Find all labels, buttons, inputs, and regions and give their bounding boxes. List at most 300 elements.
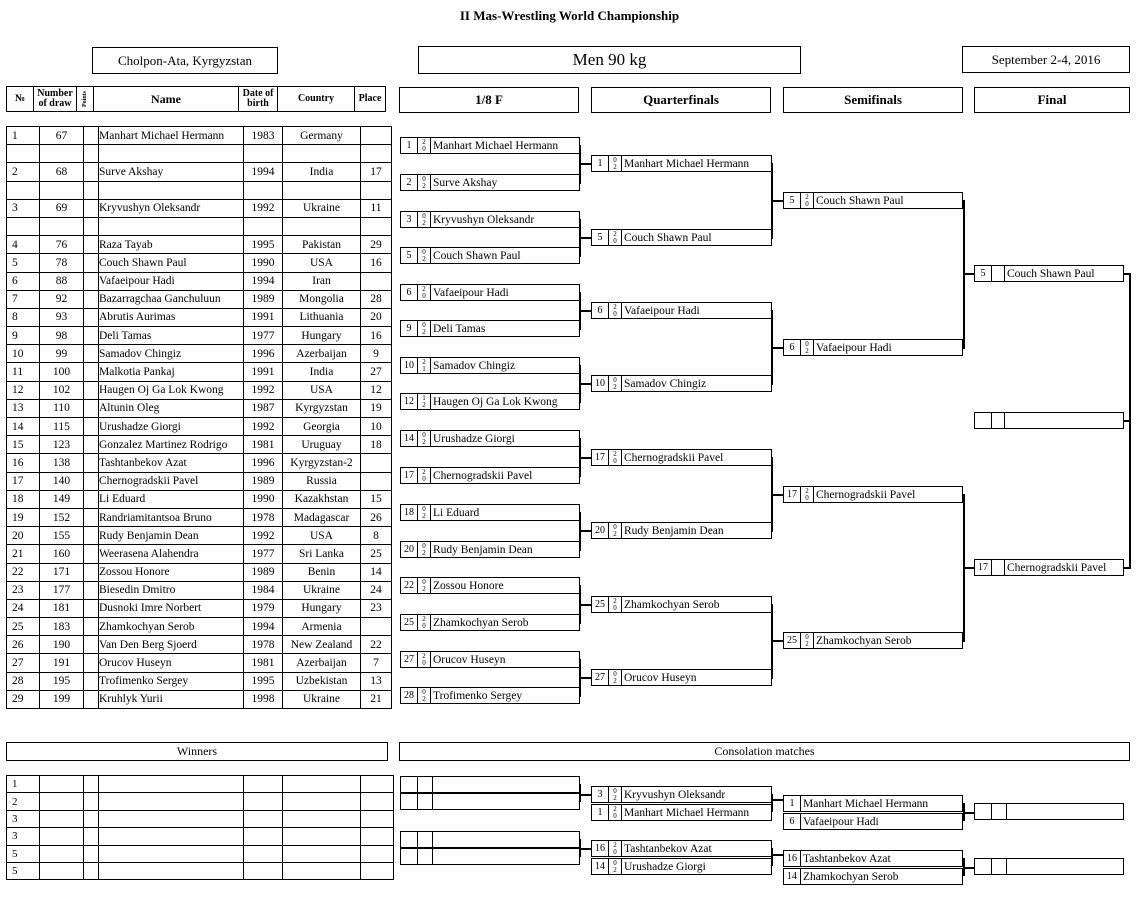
participant-birth: 1989	[244, 290, 283, 308]
consolation-slot	[591, 786, 772, 803]
slot-number: 1	[401, 138, 418, 153]
participant-row	[7, 508, 392, 526]
score-value: 0	[422, 621, 426, 630]
score-value: 0	[422, 577, 426, 586]
participant-country: Azerbaijan	[283, 654, 361, 672]
round-sf-header	[783, 87, 963, 113]
slot-score	[418, 688, 431, 703]
slot-number: 5	[784, 193, 801, 208]
participant-name: Biesedin Dmitro	[99, 581, 244, 599]
slot-name: Manhart Michael Hermann	[433, 139, 559, 152]
score-value: 0	[422, 430, 426, 439]
participant-draw: 138	[40, 454, 84, 472]
slot-score	[418, 468, 431, 483]
slot-score	[418, 212, 431, 227]
slot-name: Zhamkochyan Serob	[816, 634, 912, 647]
score-value: 0	[613, 155, 617, 164]
participant-row	[7, 472, 392, 490]
slot-name: Haugen Oj Ga Lok Kwong	[433, 395, 558, 408]
participant-row	[7, 399, 392, 417]
score-value: 2	[613, 449, 617, 458]
participant-no: 12	[7, 381, 40, 399]
winner-cell	[244, 862, 283, 879]
slot-name: Manhart Michael Hermann	[803, 797, 929, 810]
r16-slot	[400, 651, 580, 668]
slot-name: Rudy Benjamin Dean	[433, 543, 533, 556]
participant-name: Van Den Berg Sjoerd	[99, 636, 244, 654]
winner-place: 1	[7, 776, 40, 793]
winner-cell	[40, 845, 84, 862]
score-value: 2	[422, 357, 426, 366]
score-value: 0	[422, 291, 426, 300]
participant-draw	[40, 217, 84, 235]
participant-birth: 1981	[244, 436, 283, 454]
winner-cell	[84, 828, 99, 845]
winner-cell	[283, 793, 361, 810]
participant-country: Mongolia	[283, 290, 361, 308]
participant-row	[7, 690, 392, 708]
participant-name: Tashtanbekov Azat	[99, 454, 244, 472]
final-slot	[974, 265, 1124, 282]
score-value: 0	[422, 174, 426, 183]
participant-name: Zossou Honore	[99, 563, 244, 581]
participant-no	[7, 217, 40, 235]
slot-name: Couch Shawn Paul	[1007, 267, 1095, 280]
participant-no	[7, 145, 40, 163]
participant-country: Uruguay	[283, 436, 361, 454]
participant-name: Vafaeipour Hadi	[99, 272, 244, 290]
participant-row	[7, 327, 392, 345]
winner-cell	[99, 810, 244, 827]
participant-points	[84, 527, 99, 545]
r16-slot	[400, 504, 580, 521]
participant-draw: 177	[40, 581, 84, 599]
winner-cell	[244, 793, 283, 810]
connector-line	[772, 854, 783, 856]
participant-no: 17	[7, 472, 40, 490]
participant-no: 20	[7, 527, 40, 545]
slot-number: 6	[784, 340, 801, 355]
participant-no: 5	[7, 254, 40, 272]
r16-slot	[400, 211, 580, 228]
participant-country: Kazakhstan	[283, 490, 361, 508]
slot-number: 5	[592, 230, 609, 245]
participant-no: 21	[7, 545, 40, 563]
score-value: 2	[613, 229, 617, 238]
participant-row	[7, 581, 392, 599]
participant-row	[7, 636, 392, 654]
slot-number: 17	[975, 560, 992, 575]
slot-name: Tashtanbekov Azat	[803, 852, 891, 865]
score-value: 2	[805, 639, 809, 648]
participant-name: Li Eduard	[99, 490, 244, 508]
participant-points	[84, 563, 99, 581]
participant-no: 23	[7, 581, 40, 599]
score-value: 0	[422, 474, 426, 483]
slot-score	[418, 431, 431, 446]
participant-place: 7	[361, 654, 392, 672]
participant-name: Deli Tamas	[99, 327, 244, 345]
score-value: 0	[613, 811, 617, 820]
col-country: Country	[278, 87, 355, 112]
winner-place: 5	[7, 862, 40, 879]
participant-draw	[40, 145, 84, 163]
participant-points	[84, 327, 99, 345]
slot-score	[609, 156, 622, 171]
participant-name: Kryvushyn Oleksandr	[99, 199, 244, 217]
connector-line	[580, 604, 591, 606]
participant-row	[7, 145, 392, 163]
participant-points	[84, 654, 99, 672]
participant-birth	[244, 145, 283, 163]
participant-birth: 1978	[244, 636, 283, 654]
participant-birth: 1977	[244, 327, 283, 345]
participant-country: Madagascar	[283, 508, 361, 526]
slot-number: 2	[401, 175, 418, 190]
score-value: 0	[613, 669, 617, 678]
slot-score	[418, 358, 431, 373]
participant-birth: 1990	[244, 490, 283, 508]
slot-number: 14	[592, 859, 609, 874]
participant-name: Kruhlyk Yurii	[99, 690, 244, 708]
participant-place: 25	[361, 545, 392, 563]
score-value: 0	[805, 632, 809, 641]
slot-number: 18	[401, 505, 418, 520]
slot-name: Vafaeipour Hadi	[803, 815, 879, 828]
participant-place: 15	[361, 490, 392, 508]
participant-place	[361, 181, 392, 199]
slot-name: Chernogradskii Pavel	[624, 451, 724, 464]
slot-score	[992, 804, 1007, 819]
participant-row	[7, 308, 392, 326]
score-value: 0	[613, 603, 617, 612]
slot-score	[418, 394, 431, 409]
winners-table	[6, 775, 394, 880]
slot-number: 14	[401, 431, 418, 446]
slot-score	[609, 805, 622, 820]
slot-number: 14	[784, 869, 801, 884]
col-points	[77, 87, 94, 112]
participant-place	[361, 618, 392, 636]
participant-no: 7	[7, 290, 40, 308]
consolation-slot	[783, 795, 963, 812]
slot-number: 22	[401, 578, 418, 593]
slot-score	[418, 652, 431, 667]
participant-country: Azerbaijan	[283, 345, 361, 363]
participant-country: Hungary	[283, 327, 361, 345]
slot-number: 12	[401, 394, 418, 409]
slot-name: Couch Shawn Paul	[816, 194, 904, 207]
participant-country	[283, 181, 361, 199]
connector-line	[1124, 420, 1130, 422]
participant-draw: 102	[40, 381, 84, 399]
participant-birth: 1987	[244, 399, 283, 417]
r16-slot	[400, 393, 580, 410]
winner-row	[7, 862, 394, 879]
participant-points	[84, 308, 99, 326]
slot-name: Orucov Huseyn	[624, 671, 697, 684]
score-value: 2	[613, 162, 617, 171]
score-value: 0	[613, 522, 617, 531]
participant-draw: 140	[40, 472, 84, 490]
category-box	[418, 46, 801, 74]
score-value: 0	[613, 786, 617, 795]
score-value: 2	[422, 584, 426, 593]
slot-name: Li Eduard	[433, 506, 480, 519]
participant-row	[7, 672, 392, 690]
participant-name: Raza Tayab	[99, 236, 244, 254]
slot-name: Tashtanbekov Azat	[624, 842, 712, 855]
slot-number: 10	[592, 376, 609, 391]
participant-points	[84, 545, 99, 563]
participant-no	[7, 181, 40, 199]
venue-box	[92, 47, 278, 74]
participant-country: Germany	[283, 127, 361, 145]
slot-name: Kryvushyn Oleksandr	[433, 213, 535, 226]
score-value: 0	[422, 658, 426, 667]
winner-cell	[283, 776, 361, 793]
participant-draw: 181	[40, 599, 84, 617]
participant-name	[99, 145, 244, 163]
consolation-pre-slot	[400, 776, 580, 793]
slot-number: 27	[592, 670, 609, 685]
slot-number: 17	[401, 468, 418, 483]
participant-place: 24	[361, 581, 392, 599]
score-value: 2	[613, 865, 617, 874]
participant-birth: 1978	[244, 508, 283, 526]
participant-birth: 1992	[244, 418, 283, 436]
slot-name: Surve Akshay	[433, 176, 498, 189]
participant-country: India	[283, 163, 361, 181]
score-value: 0	[422, 247, 426, 256]
slot-score	[609, 597, 622, 612]
winners-header	[6, 742, 388, 761]
participant-row	[7, 345, 392, 363]
sf-slot	[783, 632, 963, 649]
participant-row	[7, 436, 392, 454]
r16-slot	[400, 467, 580, 484]
slot-name: Zhamkochyan Serob	[624, 598, 720, 611]
participant-country	[283, 217, 361, 235]
participant-country: Ukraine	[283, 690, 361, 708]
winner-cell	[99, 776, 244, 793]
connector-line	[772, 347, 783, 349]
score-value: 2	[422, 327, 426, 336]
participant-draw: 115	[40, 418, 84, 436]
participant-birth: 1984	[244, 581, 283, 599]
participant-draw: 88	[40, 272, 84, 290]
slot-name: Orucov Huseyn	[433, 653, 506, 666]
qf-slot	[591, 155, 772, 172]
consolation-pre-slot	[400, 848, 580, 865]
participant-name: Dusnoki Imre Norbert	[99, 599, 244, 617]
slot-name: Manhart Michael Hermann	[624, 806, 750, 819]
participant-place: 12	[361, 381, 392, 399]
participant-name	[99, 217, 244, 235]
slot-number: 28	[401, 688, 418, 703]
consolation-result-slot	[974, 803, 1124, 820]
slot-score	[801, 340, 814, 355]
connector-line	[772, 200, 783, 202]
consolation-slot	[591, 804, 772, 821]
connector-line	[580, 163, 591, 165]
slot-score	[801, 193, 814, 208]
participant-draw: 67	[40, 127, 84, 145]
r16-slot	[400, 357, 580, 374]
participant-draw: 69	[40, 199, 84, 217]
participant-row	[7, 545, 392, 563]
round-r16-label: 1/8 F	[475, 92, 503, 107]
slot-number	[401, 832, 418, 847]
winner-cell	[84, 862, 99, 879]
score-value: 2	[613, 804, 617, 813]
score-value: 2	[422, 548, 426, 557]
participant-row	[7, 254, 392, 272]
slot-score	[418, 321, 431, 336]
winner-row	[7, 828, 394, 845]
slot-name: Couch Shawn Paul	[433, 249, 521, 262]
participant-place: 21	[361, 690, 392, 708]
participant-no: 18	[7, 490, 40, 508]
participant-draw: 76	[40, 236, 84, 254]
slot-score	[992, 266, 1005, 281]
r16-slot	[400, 541, 580, 558]
winner-cell	[99, 828, 244, 845]
participant-draw: 183	[40, 618, 84, 636]
slot-number: 25	[592, 597, 609, 612]
participant-birth: 1992	[244, 527, 283, 545]
participant-country: Ukraine	[283, 199, 361, 217]
score-value: 0	[422, 320, 426, 329]
participant-draw: 92	[40, 290, 84, 308]
score-value: 0	[805, 199, 809, 208]
slot-score	[992, 560, 1005, 575]
consolation-result-slot	[974, 858, 1124, 875]
participant-place: 19	[361, 399, 392, 417]
participant-birth: 1995	[244, 672, 283, 690]
participant-row	[7, 163, 392, 181]
participant-country: USA	[283, 254, 361, 272]
participant-no: 11	[7, 363, 40, 381]
score-value: 2	[422, 467, 426, 476]
slot-number: 25	[784, 633, 801, 648]
participant-draw: 99	[40, 345, 84, 363]
r16-slot	[400, 614, 580, 631]
score-value: 0	[805, 493, 809, 502]
score-value: 2	[422, 254, 426, 263]
slot-name: Samadov Chingiz	[433, 359, 516, 372]
participant-place: 26	[361, 508, 392, 526]
participant-country: Hungary	[283, 599, 361, 617]
participant-name: Chernogradskii Pavel	[99, 472, 244, 490]
round-qf-header	[591, 87, 771, 113]
final-slot	[974, 559, 1124, 576]
participant-row	[7, 527, 392, 545]
participant-points	[84, 599, 99, 617]
participant-birth: 1998	[244, 690, 283, 708]
slot-score	[609, 841, 622, 856]
participant-country: Pakistan	[283, 236, 361, 254]
slot-score	[418, 832, 433, 847]
connector-line	[771, 794, 773, 812]
round-final-label: Final	[1037, 92, 1067, 107]
participant-no: 16	[7, 454, 40, 472]
participant-birth: 1991	[244, 308, 283, 326]
score-value: 2	[613, 596, 617, 605]
connector-line	[580, 457, 591, 459]
slot-name: Chernogradskii Pavel	[433, 469, 533, 482]
participant-name: Rudy Benjamin Dean	[99, 527, 244, 545]
connector-line	[579, 784, 581, 802]
winner-row	[7, 776, 394, 793]
participant-name: Orucov Huseyn	[99, 654, 244, 672]
participant-birth: 1992	[244, 199, 283, 217]
connector-line	[964, 567, 974, 569]
slot-name: Zossou Honore	[433, 579, 504, 592]
participant-draw: 171	[40, 563, 84, 581]
participant-draw: 68	[40, 163, 84, 181]
score-value: 0	[422, 504, 426, 513]
score-value: 2	[422, 694, 426, 703]
slot-score	[609, 670, 622, 685]
round-qf-label: Quarterfinals	[643, 92, 719, 107]
slot-number: 6	[784, 814, 801, 829]
participant-name: Bazarragchaa Ganchuluun	[99, 290, 244, 308]
participant-points	[84, 199, 99, 217]
participant-no: 2	[7, 163, 40, 181]
participant-row	[7, 418, 392, 436]
slot-number: 1	[592, 156, 609, 171]
score-value: 0	[613, 236, 617, 245]
winner-cell	[244, 828, 283, 845]
participant-no: 8	[7, 308, 40, 326]
participant-country: India	[283, 363, 361, 381]
slot-name: Deli Tamas	[433, 322, 486, 335]
slot-name: Chernogradskii Pavel	[1007, 561, 1107, 574]
slot-score	[418, 542, 431, 557]
consolation-title: Consolation matches	[714, 744, 815, 758]
participant-place: 8	[361, 527, 392, 545]
slot-number: 6	[592, 303, 609, 318]
participant-points	[84, 399, 99, 417]
connector-line	[580, 383, 591, 385]
participant-birth	[244, 217, 283, 235]
slot-name: Manhart Michael Hermann	[624, 157, 750, 170]
winner-cell	[283, 845, 361, 862]
winner-cell	[99, 862, 244, 879]
participant-draw: 195	[40, 672, 84, 690]
participant-country: Kyrgyzstan-2	[283, 454, 361, 472]
participant-country: Georgia	[283, 418, 361, 436]
participant-birth: 1983	[244, 127, 283, 145]
participant-country: Russia	[283, 472, 361, 490]
participant-points	[84, 581, 99, 599]
winner-cell	[40, 793, 84, 810]
participant-points	[84, 254, 99, 272]
participant-points	[84, 163, 99, 181]
slot-number	[975, 804, 992, 819]
participant-birth: 1977	[244, 545, 283, 563]
participant-name: Weerasena Alahendra	[99, 545, 244, 563]
slot-score	[418, 505, 431, 520]
slot-score	[609, 787, 622, 802]
slot-name: Couch Shawn Paul	[624, 231, 712, 244]
participant-row	[7, 490, 392, 508]
participant-birth: 1994	[244, 163, 283, 181]
score-value: 2	[805, 346, 809, 355]
slot-score	[418, 248, 431, 263]
participant-draw: 78	[40, 254, 84, 272]
